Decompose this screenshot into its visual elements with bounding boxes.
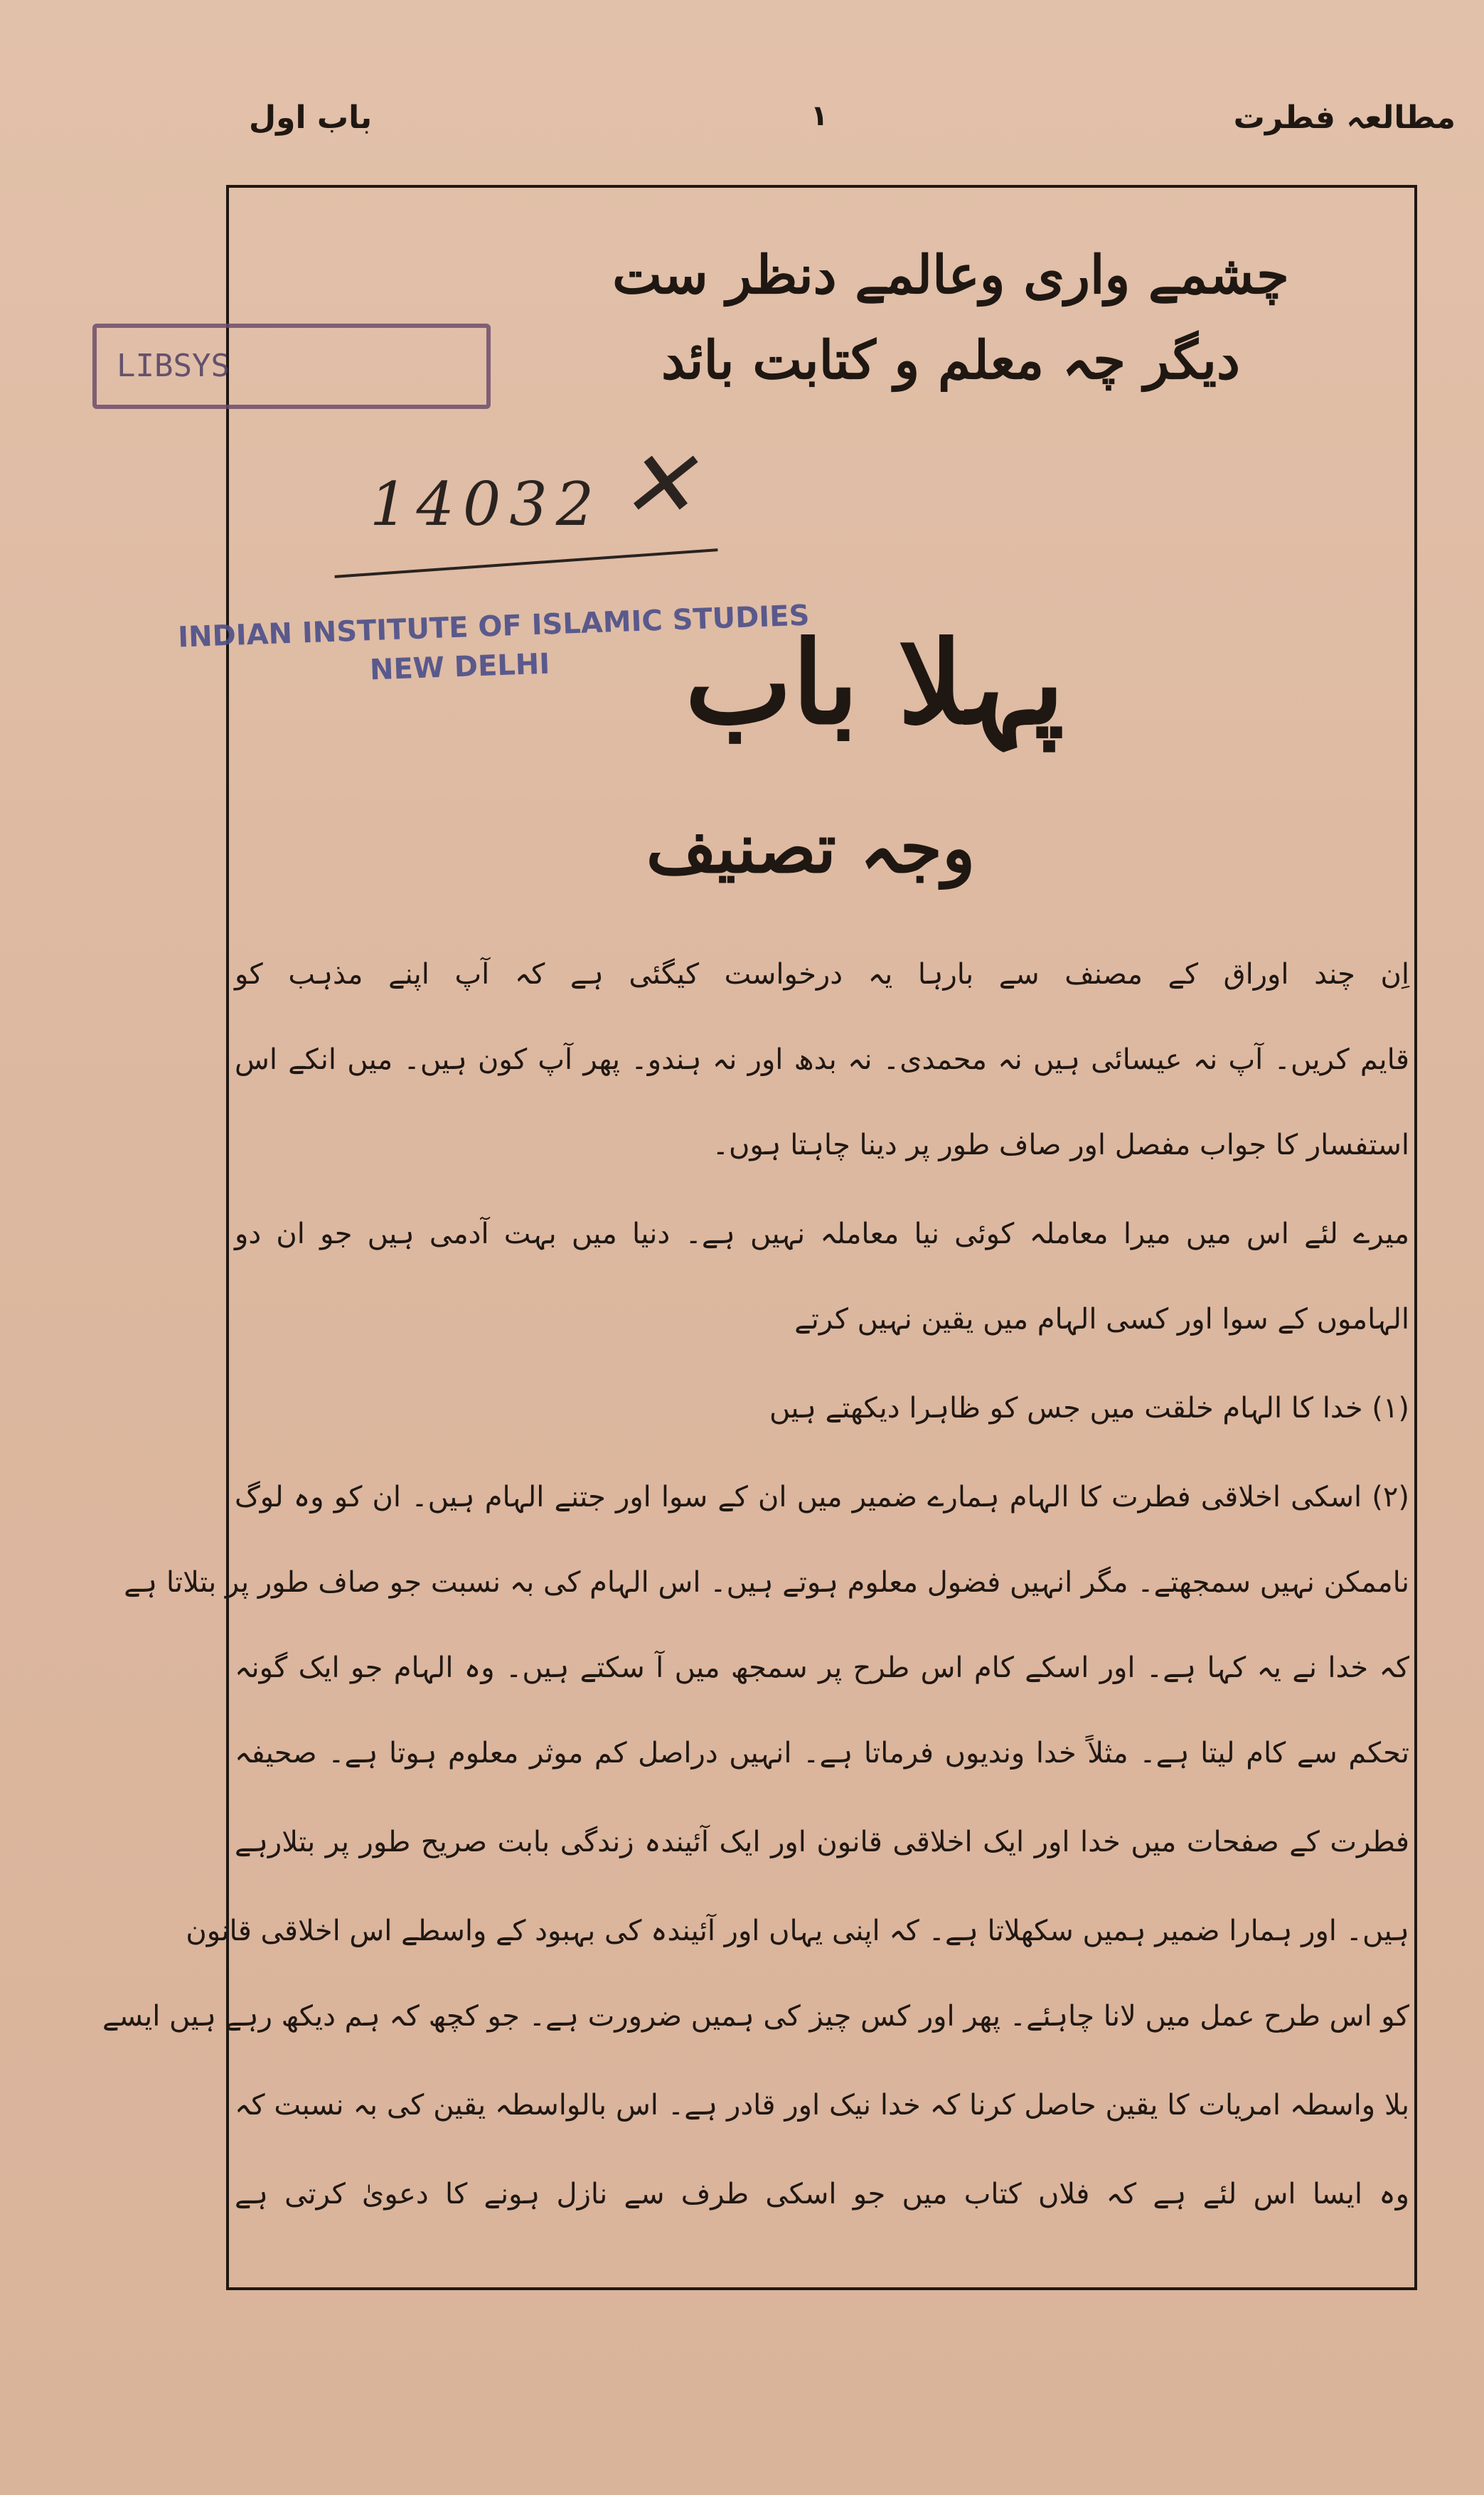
body-line: استفسار کا جواب مفصل اور صاف طور پر دینا چاہتا ہوں۔ bbox=[712, 1129, 1409, 1161]
body-line: وہ ایسا اس لئے ہے کہ فلاں کتاب میں جو اسکی طرف سے نازل ہونے کا دعویٰ کرتی ہے bbox=[235, 2178, 1409, 2211]
persian-couplet-line-1: چشمے واری وعالمے دنظر ست bbox=[612, 245, 1289, 306]
body-line: تحکم سے کام لیتا ہے۔ مثلاً خدا وندیوں فرماتا ہے۔ انہیں دراصل کم موثر معلوم ہوتا ہے۔ صحیفہ bbox=[235, 1737, 1409, 1770]
running-header-book-title: مطالعہ فطرت bbox=[1233, 100, 1456, 136]
page-number: ۱ bbox=[811, 100, 828, 132]
handwritten-mark-icon: ✕ bbox=[619, 430, 696, 538]
body-line: بلا واسطہ امریات کا یقین حاصل کرنا کہ خدا نیک اور قادر ہے۔ اس بالواسطہ یقین کی بہ نسبت کہ bbox=[235, 2089, 1409, 2122]
body-line: (۲) اسکی اخلاقی فطرت کا الہام ہمارے ضمیر میں ان کے سوا اور جتنے الہام ہیں۔ ان کو وہ لوگ bbox=[235, 1481, 1409, 1514]
accession-number: 14032 bbox=[370, 469, 603, 539]
body-line: کو اس طرح عمل میں لانا چاہئے۔ پھر اور کس چیز کی ہمیں ضرورت ہے۔ جو کچھ کہ ہم دیکھ رہے ہیں ایسے bbox=[102, 2000, 1409, 2033]
body-line: کہ خدا نے یہ کہا ہے۔ اور اسکے کام اس طرح پر سمجھ میں آ سکتے ہیں۔ وہ الہام جو ایک گونہ bbox=[235, 1651, 1409, 1684]
body-line: میرے لئے اس میں میرا معاملہ کوئی نیا معاملہ نہیں ہے۔ دنیا میں بہت آدمی ہیں جو ان دو bbox=[235, 1218, 1409, 1250]
body-line: اِن چند اوراق کے مصنف سے بارہا یہ درخواست کیگئی ہے کہ آپ اپنے مذہب کو bbox=[235, 958, 1409, 991]
library-stamp-city: NEW DELHI bbox=[369, 647, 550, 687]
library-stamp-institute: INDIAN INSTITUTE OF ISLAMIC STUDIES bbox=[177, 599, 811, 654]
running-header-chapter: باب اول bbox=[249, 100, 373, 136]
body-line: قایم کریں۔ آپ نہ عیسائی ہیں نہ محمدی۔ نہ بدھ اور نہ ہندو۔ پھر آپ کون ہیں۔ میں انکے اس bbox=[235, 1043, 1409, 1076]
body-line: ہیں۔ اور ہمارا ضمیر ہمیں سکھلاتا ہے۔ کہ اپنی یہاں اور آئیندہ کی بہبود کے واسطے اس اخلاقی قانون bbox=[186, 1915, 1409, 1947]
body-line: (۱) خدا کا الہام خلقت میں جس کو ظاہرا دیکھتے ہیں bbox=[769, 1392, 1409, 1425]
body-line: ناممکن نہیں سمجھتے۔ مگر انہیں فضول معلوم ہوتے ہیں۔ اس الہام کی بہ نسبت جو صاف طور پر بتلاتا ہے bbox=[124, 1566, 1409, 1599]
chapter-title: پہلا باب bbox=[685, 616, 1064, 750]
libsys-stamp: LIBSYS bbox=[92, 324, 491, 409]
chapter-subtitle: وجہ تصنیف bbox=[646, 808, 976, 888]
body-line: الہاموں کے سوا اور کسی الہام میں یقین نہیں کرتے bbox=[794, 1303, 1409, 1336]
persian-couplet-line-2: دیگر چہ معلم و کتابت بائد bbox=[661, 330, 1240, 391]
body-line: فطرت کے صفحات میں خدا اور ایک اخلاقی قانون اور ایک آئیندہ زندگی بابت صریح طور پر بتلارہے bbox=[235, 1826, 1409, 1858]
